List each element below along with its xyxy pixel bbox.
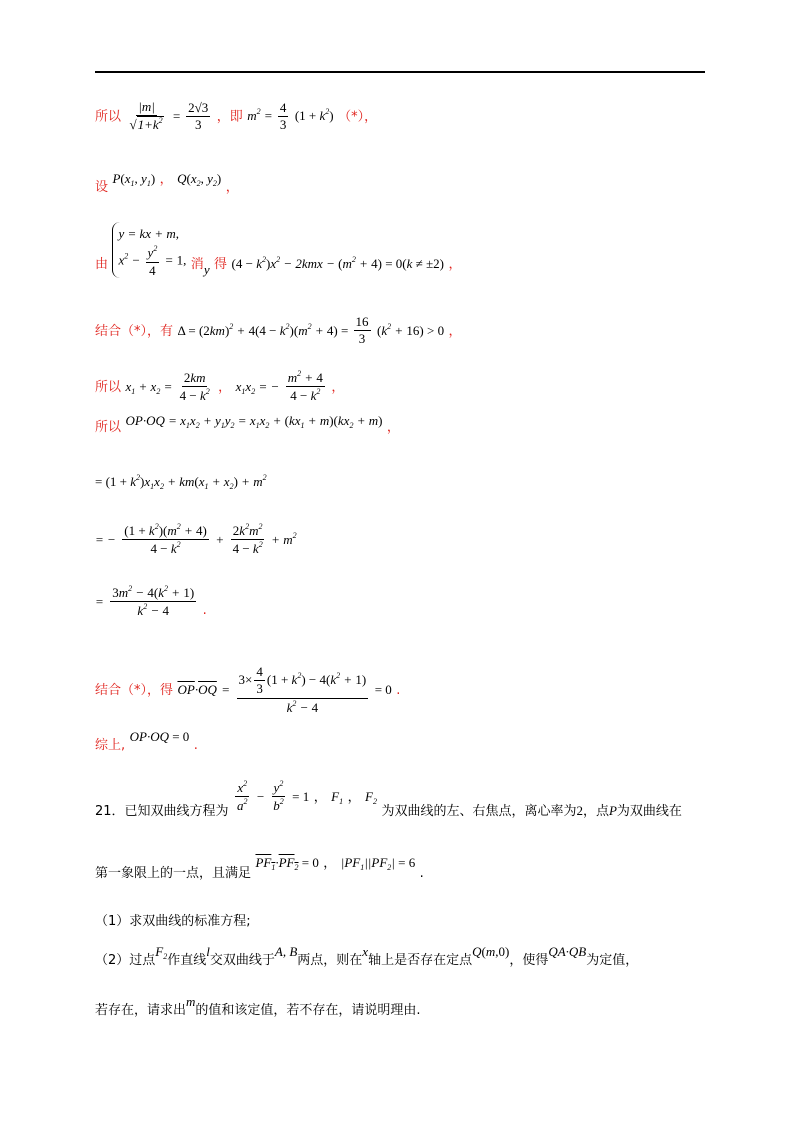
line-1: 所以 $\frac{|m|}{√1+k^2}$ = $\frac{2√3}{3}$ ，即 $m^2$ = $\frac{4}{3}$ $(1 + k^2)$ （*）， [95, 99, 378, 133]
fraction-m-over-root: $\frac{|m|}{√1+k^2}$ [129, 99, 163, 133]
line-8: = − $\frac{(1 + k^2)(m^2 + 4)}{4 - k^2}$ + $\frac{2k^2m^2}{4 - k^2}$ + $m^2$ [95, 522, 297, 557]
line-9: = $\frac{3m^2 - 4(k^2 + 1)}{k^2 - 4}$ . [95, 584, 207, 619]
header-rule [95, 71, 705, 73]
line-6: 所以 $OP\cdot OQ = x_1x_2 + y_1y_2 = x_1x_2 + (kx_1 + m)(kx_2 + m)$ ， [95, 413, 400, 435]
line-10: 结合（*），得 $\overline{OP}\cdot\overline{OQ}$ = 3× $\frac{4}{3}$ $(1 + k^2) - 4(k^2 + 1)$ $k^2 - 4$ = 0 . [95, 664, 401, 715]
line-5: 所以 $x_1 + x_2$ = $\frac{2km}{4 - k^2}$ ， $x_1x_2$ = − $\frac{m^2 + 4}{4 - k^2}$ ， [95, 369, 345, 404]
line-4: 结合（*），有 $\Delta = (2km)^2 + 4(4 - k^2)(m^2 + 4)$ = $\frac{16}{3}$ $(k^2 + 16) > 0$ ， [95, 314, 462, 347]
question-21-part-1: （1）求双曲线的标准方程; [95, 914, 251, 929]
equation-system: y = kx + m, $x^2$ − $\frac{y^2}{4}$ = 1, [112, 222, 186, 278]
question-21-part-2: （2）过点$F_2$作直线l交双曲线于A, B两点，则在x轴上是否存在定点Q(m,0)，使得QA·QB为定值， [95, 944, 639, 968]
question-21-line-2: 第一象限上的一点，且满足 $PF_1\cdot PF_2 = 0$ ， $|PF_1||PF_2| = 6$ . [95, 855, 424, 881]
line-11: 综上, OP·OQ = 0 . [95, 729, 198, 753]
line-2: 设 $P(x_1$, $y_1$) ， $Q(x_2$, $y_2$) ， [95, 171, 239, 195]
question-21-line-1: 21．已知双曲线方程为 $\frac{x^2}{a^2}$ − $\frac{y^2}{b^2}$ = 1 ， $F_1$ ， $F_2$ 为双曲线的左、右焦点，离心率为2，点P为双曲线在 [95, 779, 682, 819]
line-7: = $(1 + k^2)x_1x_2 + km(x_1 + x_2) + m^2$ [95, 473, 267, 491]
question-21-part-2-continued: 若存在，请求出m的值和该定值，若不存在，请说明理由. [95, 994, 421, 1018]
line-3: 由 y = kx + m, $x^2$ − $\frac{y^2}{4}$ = 1, 消y 得 $(4 - k^2)x^2 - 2kmx - (m^2 + 4) = 0(k \ne \pm 2)$ ， [95, 222, 461, 278]
